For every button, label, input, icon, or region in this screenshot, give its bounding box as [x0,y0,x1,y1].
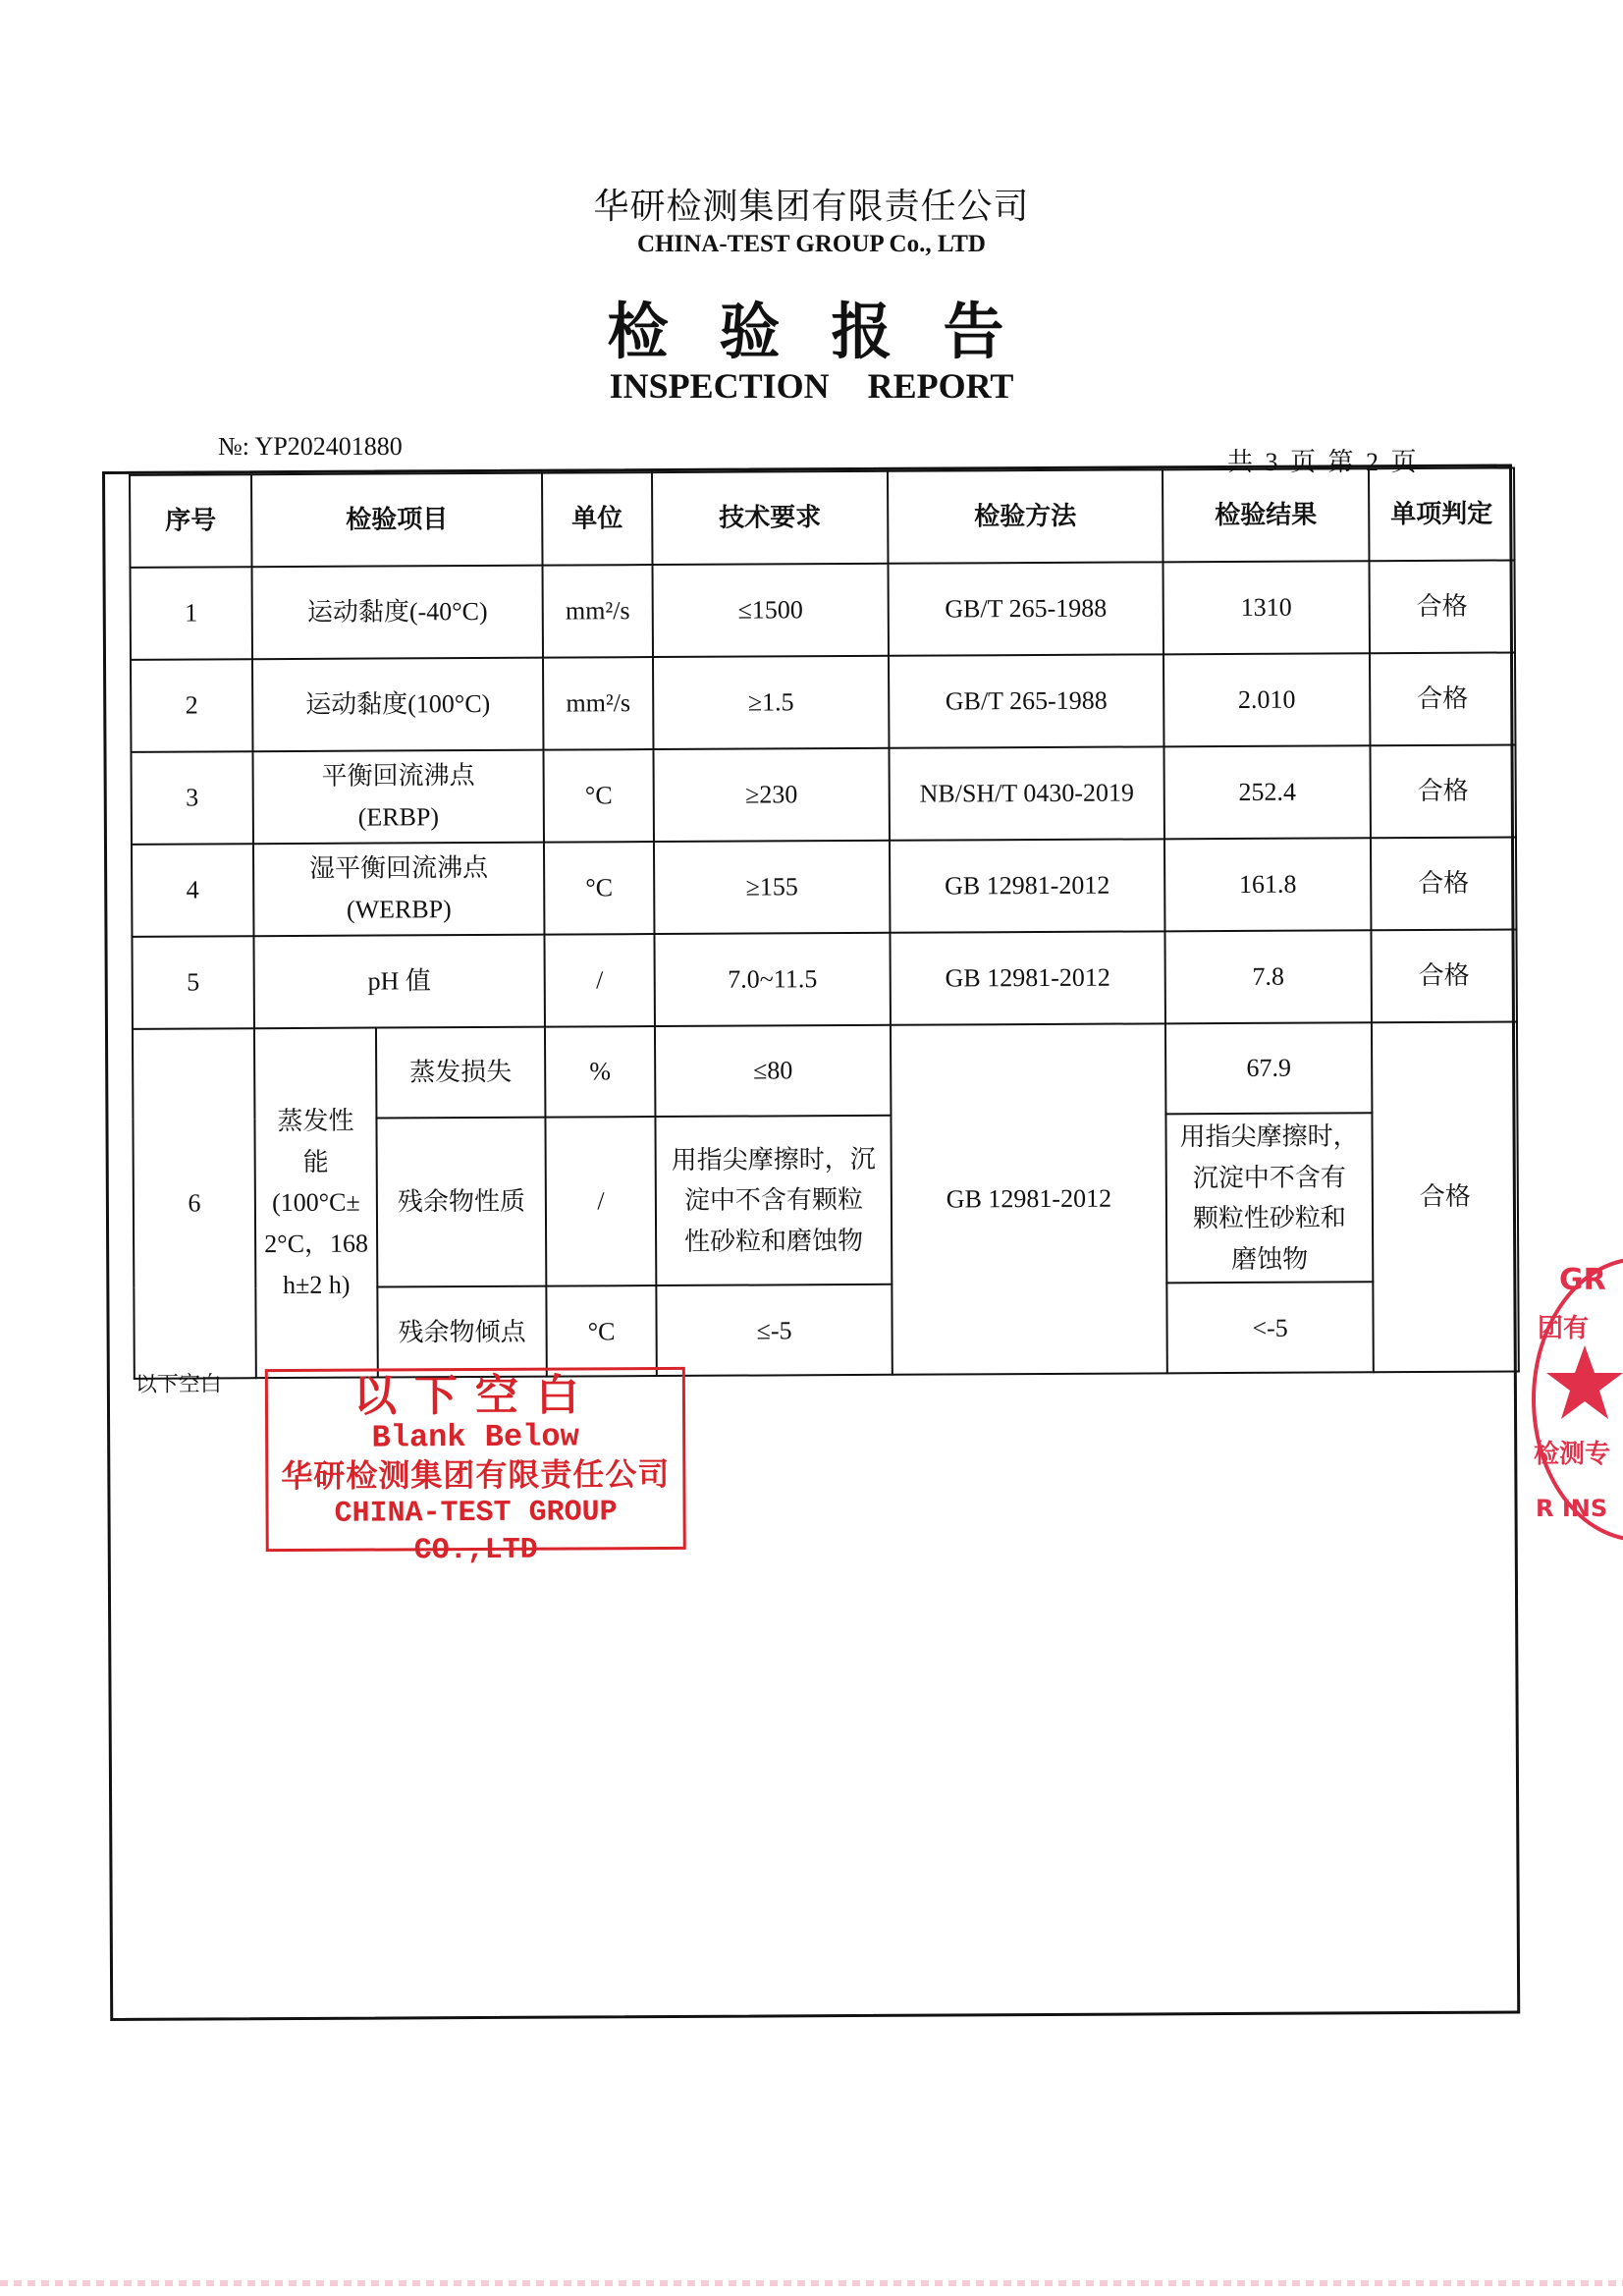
cell-result: 7.8 [1164,930,1371,1023]
seal-text: R INS [1536,1495,1608,1522]
cell-method: GB 12981-2012 [890,839,1164,932]
cell-no: 2 [131,659,252,752]
cell-requirement: ≤-5 [656,1285,892,1376]
seal-text: 检测专 [1534,1440,1611,1469]
res-line: 颗粒性砂粒和 [1192,1203,1347,1233]
cell-no: 1 [131,567,252,660]
cell-unit: °C [544,842,654,935]
cell-item: 运动黏度(-40°C) [252,566,544,660]
inspection-table [129,466,1520,1380]
cell-item-line: 平衡回流沸点 [321,761,475,792]
report-frame [102,464,1520,2020]
cell-result: 2.010 [1163,653,1370,746]
cell-item: pH 值 [253,935,545,1029]
cell-no: 6 [133,1028,256,1379]
col-header-method: 检验方法 [888,469,1163,563]
cell-result: <-5 [1166,1283,1373,1374]
report-number: №: YP202401880 [218,432,403,461]
cell-requirement: 7.0~11.5 [654,933,890,1026]
cell-method: GB 12981-2012 [891,1023,1167,1375]
cell-result: 252.4 [1163,745,1370,839]
req-line: 用指尖摩擦时，沉 [671,1144,876,1175]
cell-requirement: ≥1.5 [653,656,889,749]
cell-sub-item: 残余物倾点 [377,1286,546,1378]
group-line: 2°C，168 [264,1229,369,1259]
cell-group-item [254,1028,378,1379]
cell-method: NB/SH/T 0430-2019 [890,746,1164,840]
cell-unit: °C [546,1285,656,1377]
cell-verdict: 合格 [1370,652,1515,745]
cell-result: 67.9 [1165,1022,1372,1114]
cell-verdict: 合格 [1371,837,1516,930]
seal-text: 团有 [1538,1314,1590,1343]
col-header-result: 检验结果 [1163,468,1369,562]
group-line: (100°C± [271,1188,360,1218]
table-row [133,1021,1517,1119]
cell-verdict: 合格 [1370,744,1515,838]
cell-unit: °C [544,749,654,843]
table-row [131,744,1515,844]
blank-below-stamp [265,1367,686,1568]
cell-item [253,843,545,937]
res-line: 用指尖摩擦时， [1179,1121,1359,1152]
cell-sub-item: 蒸发损失 [376,1027,545,1119]
report-title-cn: 检验报告 [607,300,1055,366]
stamp-line: Blank Below [371,1418,579,1456]
stamp-line: 华研检测集团有限责任公司 [281,1454,671,1496]
col-header-requirement: 技术要求 [652,471,888,565]
col-header-item: 检验项目 [251,473,543,568]
group-line: 蒸发性 [277,1106,354,1136]
group-line: h±2 h) [283,1270,351,1299]
cell-no: 4 [132,844,253,937]
cell-no: 3 [131,751,252,845]
col-header-no: 序号 [130,474,251,568]
report-title-en: INSPECTION REPORT [609,366,1014,406]
table-row [132,837,1516,936]
req-line: 淀中不含有颗粒 [683,1185,863,1216]
table-header-row [130,467,1514,567]
stamp-line: 以下空白 [352,1370,598,1422]
table-row [132,929,1516,1028]
cell-unit: / [544,934,654,1027]
cell-verdict: 合格 [1372,1021,1519,1372]
cell-unit: mm²/s [543,657,653,750]
cell-item-line: (ERBP) [357,802,440,832]
table-row [131,652,1515,751]
col-header-unit: 单位 [542,472,652,566]
cell-no: 5 [132,936,253,1029]
res-line: 沉淀中不含有 [1192,1162,1346,1192]
cell-item-line: (WERBP) [346,895,452,924]
req-line: 性砂粒和磨蚀物 [684,1226,864,1256]
cell-item [252,750,544,845]
table-row [131,560,1515,659]
cell-requirement: ≤80 [655,1025,891,1117]
cell-item: 运动黏度(100°C) [252,658,544,752]
cell-requirement: ≥230 [654,748,890,842]
cell-requirement: ≤1500 [653,564,889,657]
cell-verdict: 合格 [1371,929,1516,1022]
cell-method: GB/T 265-1988 [889,654,1163,747]
page-indicator: 共 3 页 第 2 页 [1227,448,1417,476]
cell-requirement: ≥155 [654,841,890,934]
cell-sub-item: 残余物性质 [376,1118,546,1287]
cell-result: 161.8 [1164,838,1371,931]
scan-edge [0,2280,1623,2286]
cell-requirement [655,1116,892,1286]
cell-item-line: 湿平衡回流沸点 [309,853,489,884]
seal-text: GR [1559,1263,1606,1297]
cell-result: 1310 [1163,561,1370,654]
res-line: 磨蚀物 [1231,1244,1309,1274]
stamp-line: CHINA-TEST GROUP CO.,LTD [334,1496,618,1568]
star-icon [1545,1343,1623,1422]
cell-unit: / [545,1117,656,1286]
cell-method: GB/T 265-1988 [889,562,1163,655]
cell-result [1165,1113,1373,1283]
group-line: 能 [302,1147,329,1176]
cell-unit: % [545,1026,655,1118]
blank-below-label: 以下空白 [135,1371,222,1396]
company-name-en: CHINA-TEST GROUP Co., LTD [637,231,986,257]
company-seal-fragment [1532,1257,1623,1542]
company-name-cn: 华研检测集团有限责任公司 [593,187,1030,226]
cell-unit: mm²/s [543,565,653,658]
col-header-verdict: 单项判定 [1369,467,1514,561]
cell-verdict: 合格 [1370,560,1515,653]
cell-method: GB 12981-2012 [890,931,1164,1024]
